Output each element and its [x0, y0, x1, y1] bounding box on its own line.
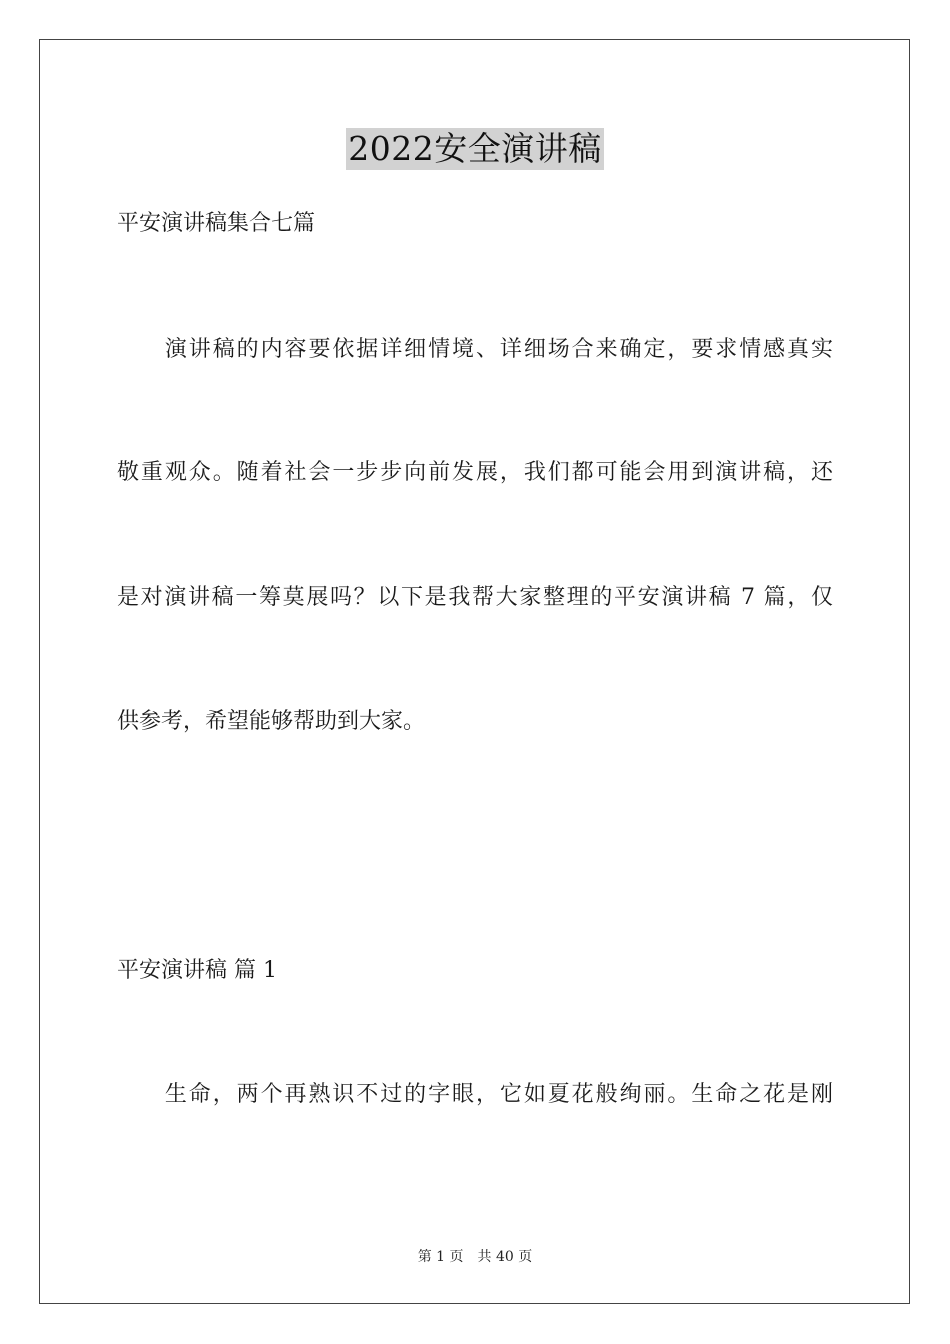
paragraph-line: 供参考，希望能够帮助到大家。 [117, 709, 426, 734]
paragraph-line: 敬重观众。随着社会一步步向前发展，我们都可能会用到演讲稿，还 [117, 460, 833, 485]
title-block [0, 128, 950, 170]
paragraph-line: 生命，两个再熟识不过的字眼，它如夏花般绚丽。生命之花是刚 [117, 1082, 833, 1107]
paragraph-line: 演讲稿的内容要依据详细情境、详细场合来确定，要求情感真实 [117, 337, 833, 362]
page-total: 共 40 页 [477, 1249, 533, 1265]
page-number: 第 1 页 [417, 1249, 464, 1265]
page-footer [0, 1247, 950, 1267]
paragraph-line: 是对演讲稿一筹莫展吗？以下是我帮大家整理的平安演讲稿 7 篇，仅 [117, 585, 833, 610]
section-heading: 平安演讲稿 篇 1 [117, 958, 277, 983]
document-title: 2022安全演讲稿 [348, 129, 602, 168]
document-subtitle: 平安演讲稿集合七篇 [117, 211, 316, 236]
